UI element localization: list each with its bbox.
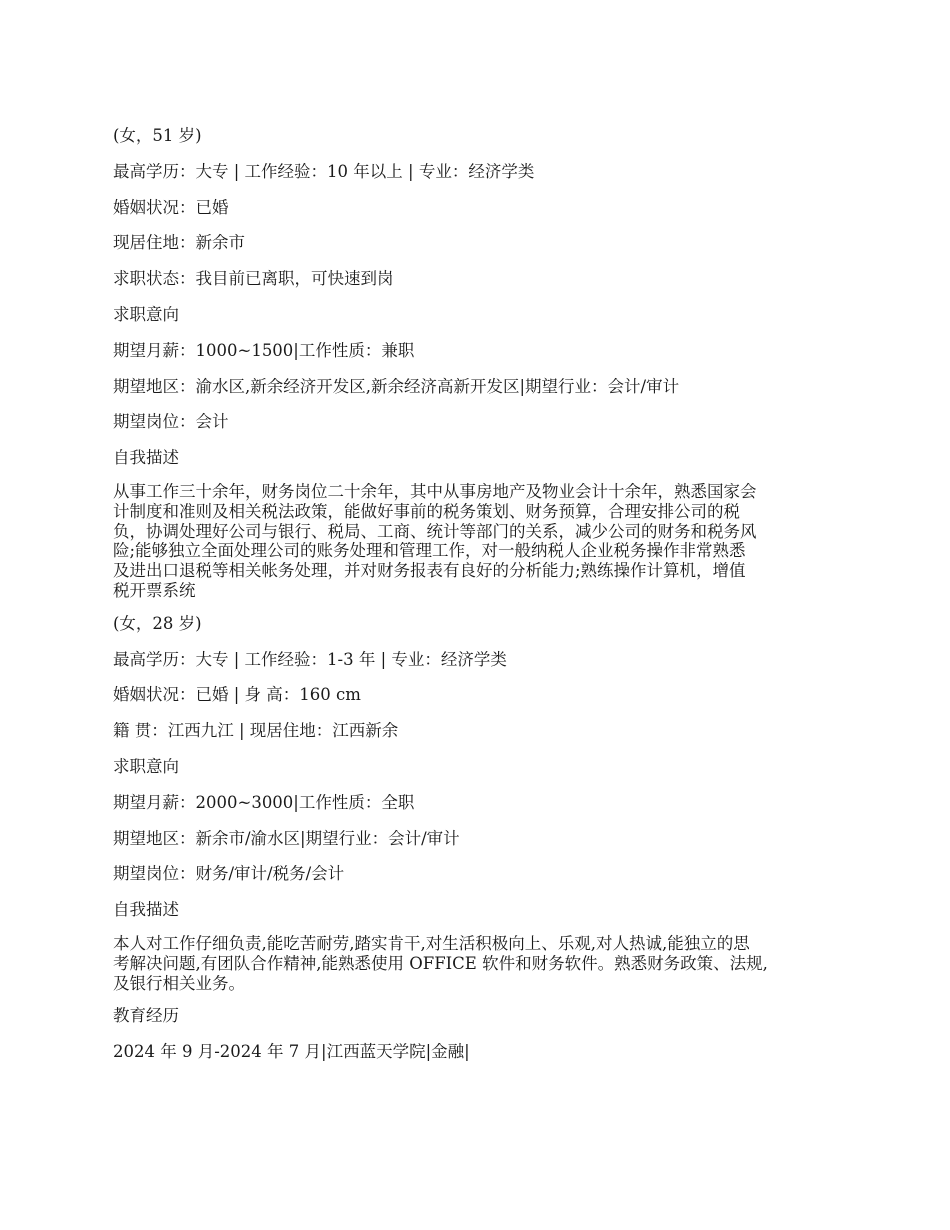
profile2-intent-heading: 求职意向: [113, 756, 179, 776]
profile2-self-description: [113, 934, 843, 993]
profile1-job-status: 求职状态：我目前已离职，可快速到岗: [113, 269, 394, 289]
profile2-origin-residence: 籍 贯：江西九江 | 现居住地：江西新余: [113, 721, 399, 741]
profile2-education-entry: 2024 年 9 月-2024 年 7 月|江西蓝天学院|金融|: [113, 1042, 470, 1062]
profile1-gender-age: (女，51 岁): [113, 126, 202, 145]
profile1-education: 最高学历：大专 | 工作经验：10 年以上 | 专业：经济学类: [113, 161, 535, 181]
profile1-intent-heading: 求职意向: [113, 304, 179, 324]
profile1-self-desc-line: 及进出口退税等相关帐务处理，并对财务报表有良好的分析能力;熟练操作计算机，增值: [113, 561, 746, 581]
profile2-marital-height: 婚姻状况：已婚 | 身 高：160 cm: [113, 685, 361, 705]
resume-document: [113, 124, 843, 1076]
profile2-education: 最高学历：大专 | 工作经验：1-3 年 | 专业：经济学类: [113, 649, 507, 669]
profile1-self-desc-line: 计制度和准则及相关税法政策，能做好事前的税务策划、财务预算，合理安排公司的税: [113, 501, 740, 521]
profile1-residence: 现居住地：新余市: [113, 233, 245, 253]
profile2-self-heading: 自我描述: [113, 900, 179, 920]
profile2-self-desc-line: 及银行相关业务。: [113, 973, 245, 993]
profile1-self-desc-line: 税开票系统: [113, 580, 196, 600]
profile2-position: 期望岗位：财务/审计/税务/会计: [113, 864, 345, 884]
profile1-salary: 期望月薪：1000~1500|工作性质：兼职: [113, 340, 415, 360]
profile1-self-heading: 自我描述: [113, 448, 179, 468]
profile2-self-desc-line: 本人对工作仔细负责,能吃苦耐劳,踏实肯干,对生活积极向上、乐观,对人热诚,能独立的思: [113, 933, 750, 953]
profile1-self-desc-line: 从事工作三十余年，财务岗位二十余年，其中从事房地产及物业会计十余年，熟悉国家会: [113, 481, 757, 501]
profile1-self-desc-line: 负，协调处理好公司与银行、税局、工商、统计等部门的关系，减少公司的财务和税务风: [113, 521, 757, 541]
profile2-self-desc-line: 考解决问题,有团队合作精神,能熟悉使用 OFFICE 软件和财务软件。熟悉财务政策、法规,: [113, 953, 768, 973]
profile1-self-description: [113, 482, 843, 601]
profile1-position: 期望岗位：会计: [113, 412, 229, 432]
profile1-self-desc-line: 险;能够独立全面处理公司的账务处理和管理工作，对一般纳税人企业税务操作非常熟悉: [113, 541, 746, 561]
profile2-salary: 期望月薪：2000~3000|工作性质：全职: [113, 792, 415, 812]
profile2-gender-age: (女，28 岁): [113, 613, 202, 633]
profile1-marital: 婚姻状况：已婚: [113, 197, 229, 217]
profile2-education-heading: 教育经历: [113, 1006, 179, 1026]
profile1-region: 期望地区：渝水区,新余经济开发区,新余经济高新开发区|期望行业：会计/审计: [113, 376, 680, 396]
profile2-region: 期望地区：新余市/渝水区|期望行业：会计/审计: [113, 828, 460, 848]
